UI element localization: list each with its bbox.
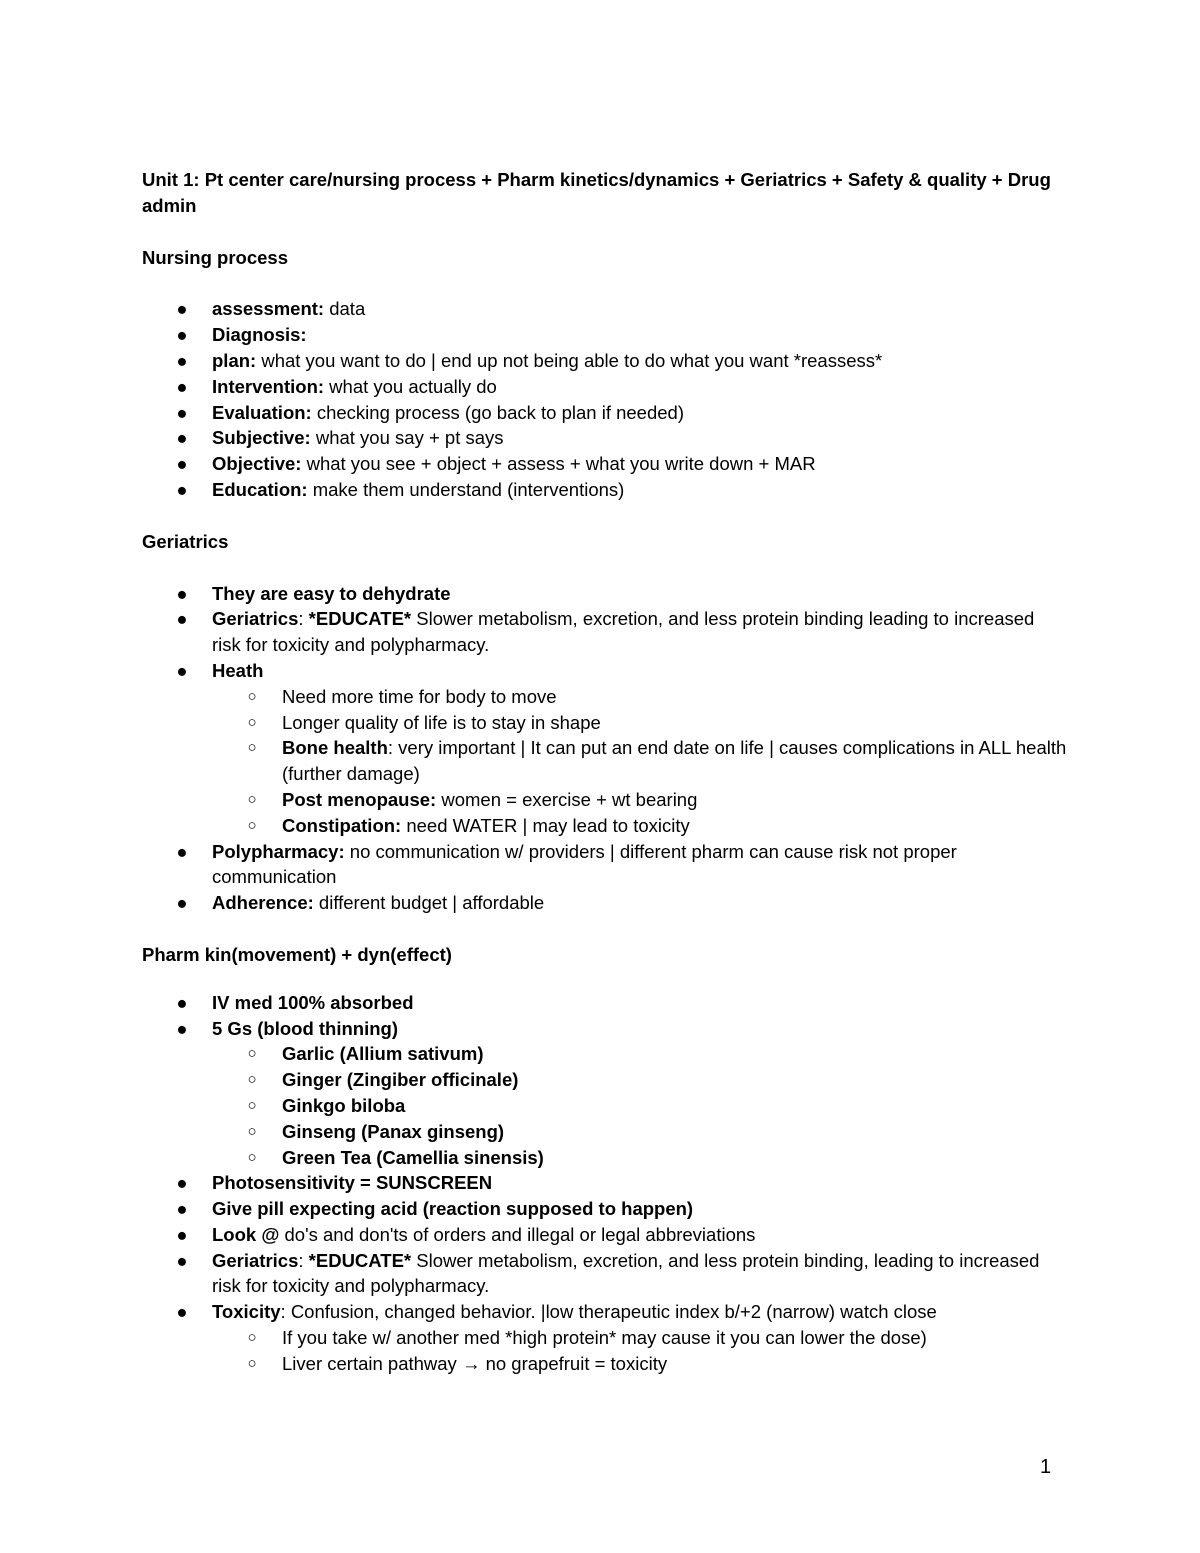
hollow-bullet-icon: ○ [247, 739, 257, 757]
item-label: Adherence: [212, 892, 314, 914]
list-item [142, 658, 1067, 839]
item-label: Bone health [282, 737, 388, 759]
hollow-bullet-icon: ○ [247, 713, 257, 731]
list-item [142, 451, 1067, 477]
list-item [142, 890, 1067, 916]
list-item [142, 477, 1067, 503]
item-label: Evaluation: [212, 401, 312, 423]
pharm-list [142, 990, 1067, 1377]
item-text: If you take w/ another med *high protein* may cause it you can lower the dose) [282, 1327, 927, 1349]
bullet-icon: ● [176, 892, 188, 914]
hollow-bullet-icon: ○ [247, 687, 257, 705]
item-label: assessment: [212, 298, 325, 320]
list-item [142, 374, 1067, 400]
list-item [142, 1196, 1067, 1222]
item-label: Ginseng (Panax ginseng) [282, 1120, 505, 1142]
sublist-item [212, 735, 1067, 787]
sublist-item [212, 1119, 1067, 1145]
bullet-icon: ● [176, 1301, 188, 1323]
item-label: Photosensitivity = SUNSCREEN [212, 1172, 493, 1194]
item-text: what you say + pt says [310, 427, 504, 449]
section-heading-geriatrics: Geriatrics [142, 530, 229, 552]
item-text: Need more time for body to move [282, 685, 557, 707]
list-item [142, 1248, 1067, 1300]
hollow-bullet-icon: ○ [247, 1071, 257, 1089]
item-text: checking process (go back to plan if needed) [311, 401, 684, 423]
document-body [142, 167, 1067, 1377]
sublist-item [212, 813, 1067, 839]
item-label: Education: [212, 478, 308, 500]
item-text: what you want to do | end up not being able to do what you want *reassess* [256, 349, 883, 371]
list-item [142, 839, 1067, 891]
bullet-icon: ● [176, 1172, 188, 1194]
bullet-icon: ● [176, 608, 188, 630]
page-number: 1 [1040, 1456, 1052, 1478]
nursing-process-list [142, 296, 1067, 502]
heath-sublist [142, 684, 1067, 839]
item-text: Liver certain pathway → no grapefruit = toxicity [282, 1352, 668, 1374]
item-colon: : [298, 1249, 309, 1271]
item-text: : Confusion, changed behavior. |low therapeutic index b/+2 (narrow) watch close [280, 1301, 937, 1323]
bullet-icon: ● [176, 298, 188, 320]
sublist-item [212, 1351, 1067, 1377]
sublist-item [212, 787, 1067, 813]
bullet-icon: ● [176, 375, 188, 397]
bullet-icon: ● [176, 991, 188, 1013]
sublist-item [212, 1325, 1067, 1351]
item-text: Slower metabolism, excretion, and less protein binding leading to increased risk for toxicity and polypharmacy. [212, 608, 1035, 656]
item-text: : very important | It can put an end date on life | causes complications in ALL health (further damage) [282, 737, 1067, 785]
bullet-icon: ● [176, 1223, 188, 1245]
item-label: Green Tea (Camellia sinensis) [282, 1146, 544, 1168]
item-text: what you see + object + assess + what you write down + MAR [301, 453, 816, 475]
list-item [142, 425, 1067, 451]
hollow-bullet-icon: ○ [247, 816, 257, 834]
five-gs-sublist [142, 1041, 1067, 1170]
item-label: Objective: [212, 453, 302, 475]
hollow-bullet-icon: ○ [247, 1122, 257, 1140]
item-label: Subjective: [212, 427, 311, 449]
hollow-bullet-icon: ○ [247, 790, 257, 808]
sublist-item [212, 684, 1067, 710]
bullet-icon: ● [176, 349, 188, 371]
item-text: Slower metabolism, excretion, and less protein binding, leading to increased risk for toxicity and polypharmacy. [212, 1249, 1040, 1297]
item-label: IV med 100% absorbed [212, 991, 414, 1013]
list-item [142, 606, 1067, 658]
list-item [142, 581, 1067, 607]
list-item [142, 322, 1067, 348]
document-title: Unit 1: Pt center care/nursing process + Pharm kinetics/dynamics + Geriatrics + Safety & quality + Drug admin [142, 169, 1051, 216]
bullet-icon: ● [176, 840, 188, 862]
bullet-icon: ● [176, 453, 188, 475]
item-text: make them understand (interventions) [307, 478, 625, 500]
item-label: Geriatrics [212, 1249, 299, 1271]
bullet-icon: ● [176, 1198, 188, 1220]
item-text: women = exercise + wt bearing [436, 788, 698, 810]
bullet-icon: ● [176, 478, 188, 500]
item-text: Longer quality of life is to stay in shape [282, 711, 601, 733]
sublist-item [212, 710, 1067, 736]
item-label: plan: [212, 349, 257, 371]
hollow-bullet-icon: ○ [247, 1045, 257, 1063]
sublist-item [212, 1145, 1067, 1171]
list-item [142, 296, 1067, 322]
list-item [142, 990, 1067, 1016]
list-item [142, 1299, 1067, 1376]
item-label: Toxicity [212, 1301, 281, 1323]
section-heading-nursing-process: Nursing process [142, 246, 288, 268]
sublist-item [212, 1067, 1067, 1093]
item-text: do's and don'ts of orders and illegal or legal abbreviations [279, 1223, 756, 1245]
item-label: Intervention: [212, 375, 325, 397]
section-heading-pharm: Pharm kin(movement) + dyn(effect) [142, 943, 452, 965]
hollow-bullet-icon: ○ [247, 1096, 257, 1114]
list-item [142, 400, 1067, 426]
item-label: Give pill expecting acid (reaction supposed to happen) [212, 1198, 694, 1220]
bullet-icon: ● [176, 1017, 188, 1039]
bullet-icon: ● [176, 582, 188, 604]
item-label: Ginger (Zingiber officinale) [282, 1069, 519, 1091]
item-text: no communication w/ providers | different pharm can cause risk not proper communication [212, 840, 957, 888]
item-label: 5 Gs (blood thinning) [212, 1017, 398, 1039]
item-label: Post menopause: [282, 788, 437, 810]
item-label: Constipation: [282, 814, 402, 836]
list-item [142, 1222, 1067, 1248]
educate-label: *EDUCATE* [308, 608, 412, 630]
item-label: Diagnosis: [212, 324, 307, 346]
bullet-icon: ● [176, 1249, 188, 1271]
sublist-item [212, 1093, 1067, 1119]
item-text: data [324, 298, 366, 320]
sublist-item [212, 1041, 1067, 1067]
bullet-icon: ● [176, 401, 188, 423]
list-item [142, 348, 1067, 374]
item-text: different budget | affordable [313, 892, 545, 914]
bullet-icon: ● [176, 659, 188, 681]
hollow-bullet-icon: ○ [247, 1148, 257, 1166]
item-label: Polypharmacy: [212, 840, 345, 862]
bullet-icon: ● [176, 324, 188, 346]
item-label: They are easy to dehydrate [212, 582, 451, 604]
item-label: Ginkgo biloba [282, 1094, 406, 1116]
bullet-icon: ● [176, 427, 188, 449]
list-item [142, 1016, 1067, 1171]
hollow-bullet-icon: ○ [247, 1329, 257, 1347]
hollow-bullet-icon: ○ [247, 1354, 257, 1372]
item-label: Geriatrics [212, 608, 299, 630]
item-label: Look @ [212, 1223, 280, 1245]
list-item [142, 1170, 1067, 1196]
educate-label: *EDUCATE* [308, 1249, 412, 1271]
item-label: Garlic (Allium sativum) [282, 1043, 484, 1065]
item-text: what you actually do [324, 375, 497, 397]
toxicity-sublist [142, 1325, 1067, 1377]
item-colon: : [298, 608, 309, 630]
geriatrics-list [142, 581, 1067, 916]
item-text: need WATER | may lead to toxicity [401, 814, 690, 836]
item-label: Heath [212, 659, 264, 681]
